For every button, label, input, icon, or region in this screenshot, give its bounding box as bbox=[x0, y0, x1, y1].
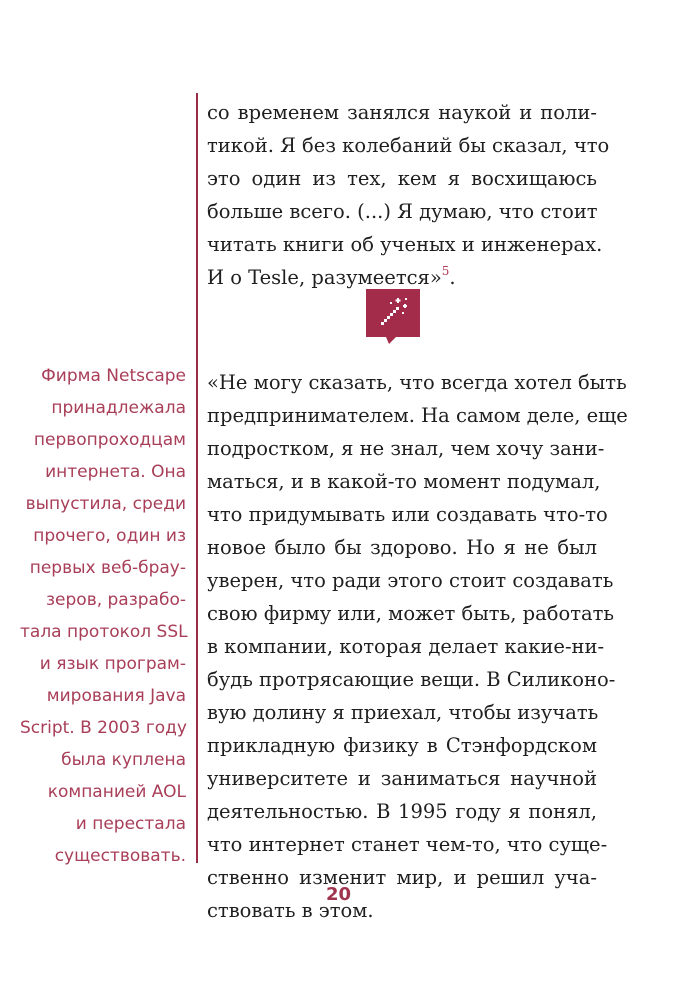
body-line: в компании, которая делает какие-ни- bbox=[207, 635, 605, 658]
margin-note-line: тала протокол SSL bbox=[20, 622, 188, 642]
body-line: будь протрясающие вещи. В Силиконо- bbox=[207, 668, 616, 691]
body-line-text: И о Tesle, разумеется» bbox=[207, 266, 442, 289]
margin-note-line: была куплена bbox=[61, 750, 186, 770]
body-line: предпринимателем. На самом деле, еще bbox=[207, 404, 628, 427]
body-line: читать книги об ученых и инженерах. bbox=[207, 233, 603, 256]
body-line: ственно изменит мир, и решил уча- bbox=[207, 866, 597, 889]
margin-note-line: компанией AOL bbox=[47, 782, 186, 802]
margin-note-line: зеров, разрабо- bbox=[46, 590, 186, 610]
body-line: что придумывать или создавать что-то bbox=[207, 503, 608, 526]
body-line: что интернет станет чем-то, что суще- bbox=[207, 833, 608, 856]
main-quote bbox=[207, 366, 628, 927]
margin-note-line: и язык програм- bbox=[39, 654, 186, 674]
body-line: новое было бы здорово. Но я не был bbox=[207, 536, 597, 559]
body-line: «Не могу сказать, что всегда хотел быть bbox=[207, 371, 627, 394]
body-line: со временем занялся наукой и поли- bbox=[207, 101, 597, 124]
body-line: это один из тех, кем я восхищаюсь bbox=[207, 167, 597, 190]
margin-note-line: первых веб-брау- bbox=[29, 558, 186, 578]
body-line: тикой. Я без колебаний бы сказал, что bbox=[207, 134, 610, 157]
margin-note-line: Фирма Netscape bbox=[41, 366, 186, 386]
vertical-divider-rule bbox=[196, 93, 198, 863]
margin-note-line: мирования Java bbox=[46, 686, 186, 706]
margin-note-line: выпустила, среди bbox=[25, 494, 186, 514]
margin-note-line: первопроходцам bbox=[33, 430, 186, 450]
body-line-end: . bbox=[449, 266, 456, 289]
body-line: свою фирму или, может быть, работать bbox=[207, 602, 615, 625]
body-line: уверен, что ради этого стоит создавать bbox=[207, 569, 614, 592]
body-line: прикладную физику в Стэнфордском bbox=[207, 734, 597, 757]
margin-note-line: интернета. Она bbox=[45, 462, 186, 482]
magic-wand-icon bbox=[366, 289, 420, 337]
body-line: маться, и в какой-то момент подумал, bbox=[207, 470, 601, 493]
body-line: университете и заниматься научной bbox=[207, 767, 597, 790]
body-line: деятельностью. В 1995 году я понял, bbox=[207, 800, 597, 823]
body-line: вую долину я приехал, чтобы изучать bbox=[207, 701, 599, 724]
margin-note-line: существовать. bbox=[54, 846, 186, 866]
margin-note-line: принадлежала bbox=[51, 398, 186, 418]
footnote-reference[interactable]: 5 bbox=[441, 264, 450, 278]
page-number: 20 bbox=[325, 884, 352, 905]
quote-continuation bbox=[207, 96, 610, 294]
margin-note bbox=[20, 360, 186, 872]
margin-note-line: и перестала bbox=[75, 814, 186, 834]
body-line: подростком, я не знал, чем хочу зани- bbox=[207, 437, 605, 460]
speech-bubble-tail-icon bbox=[386, 337, 396, 344]
margin-note-line: прочего, один из bbox=[33, 526, 186, 546]
margin-note-line: Script. В 2003 году bbox=[20, 718, 187, 738]
body-line-last: ствовать в этом. bbox=[207, 899, 374, 922]
body-line: больше всего. (...) Я думаю, что стоит bbox=[207, 200, 598, 223]
